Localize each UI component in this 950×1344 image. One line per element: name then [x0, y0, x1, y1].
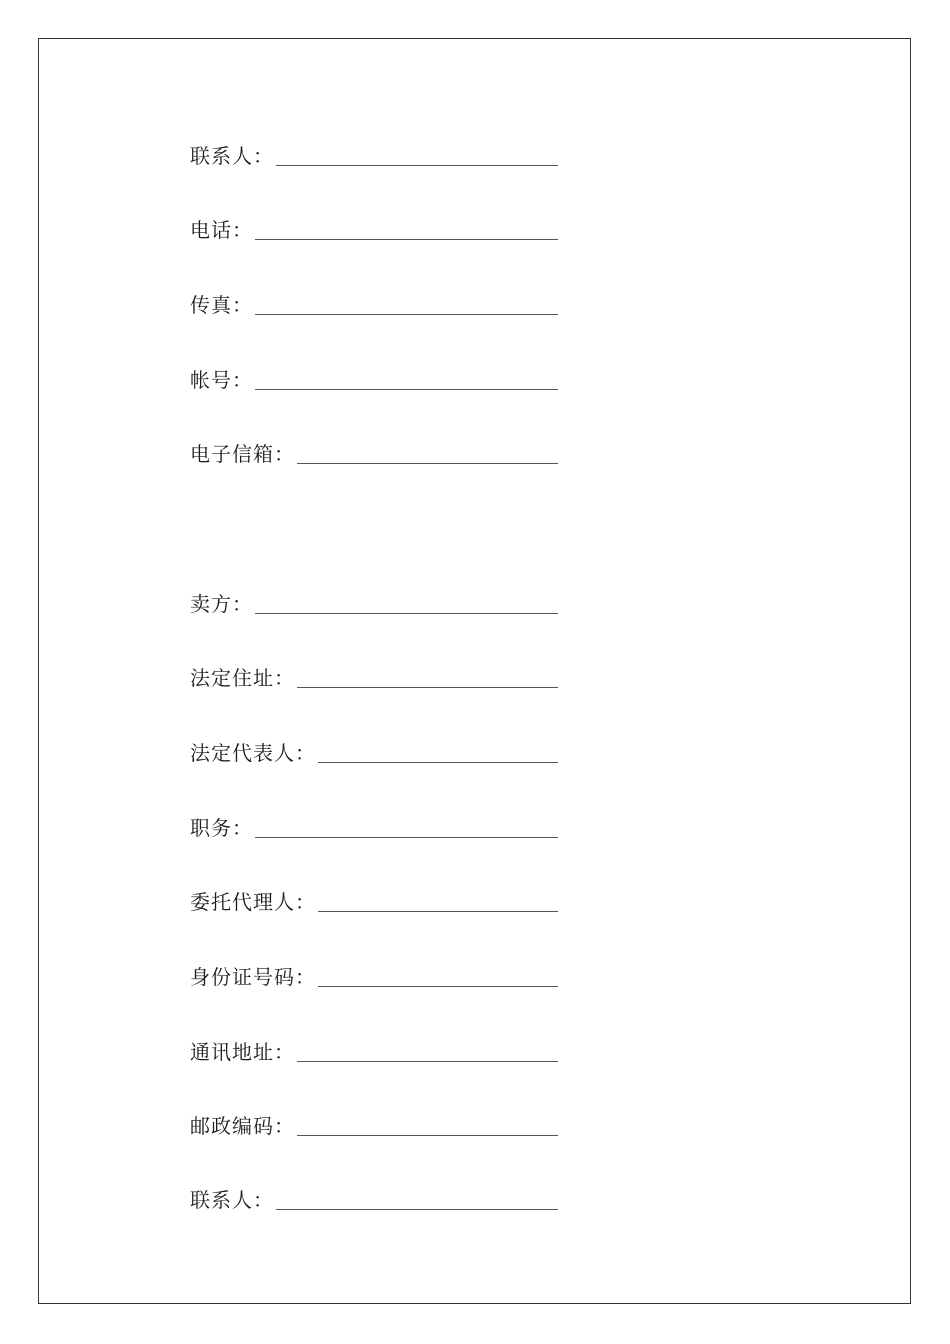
seller-legal-representative-field [190, 735, 558, 765]
blank-line[interactable] [276, 143, 558, 166]
blank-line[interactable] [276, 1187, 558, 1210]
blank-line[interactable] [255, 815, 558, 838]
field-label: 电子信箱： [190, 442, 295, 466]
blank-line[interactable] [318, 964, 558, 987]
blank-line[interactable] [297, 1113, 558, 1136]
blank-line[interactable] [255, 591, 558, 614]
buyer-fax-field [190, 287, 558, 317]
blank-line[interactable] [297, 1039, 558, 1062]
field-label: 卖方： [190, 592, 253, 616]
field-label: 身份证号码： [190, 965, 316, 989]
blank-line[interactable] [297, 665, 558, 688]
field-label: 电话： [190, 218, 253, 242]
seller-legal-address-field [190, 660, 558, 690]
seller-mailing-address-field [190, 1034, 558, 1064]
field-label: 通讯地址： [190, 1040, 295, 1064]
field-label: 法定代表人： [190, 741, 316, 765]
field-label: 联系人： [190, 1188, 274, 1212]
seller-postal-code-field [190, 1108, 558, 1138]
buyer-email-field [190, 436, 558, 466]
blank-line[interactable] [318, 740, 558, 763]
seller-id-number-field [190, 959, 558, 989]
field-label: 帐号： [190, 368, 253, 392]
seller-name-field [190, 586, 558, 616]
blank-line[interactable] [255, 292, 558, 315]
blank-line[interactable] [318, 889, 558, 912]
seller-contact-person-field [190, 1182, 558, 1212]
seller-agent-field [190, 884, 558, 914]
blank-line[interactable] [255, 367, 558, 390]
blank-line[interactable] [255, 217, 558, 240]
buyer-contact-person-field [190, 138, 558, 168]
blank-line[interactable] [297, 441, 558, 464]
buyer-phone-field [190, 212, 558, 242]
buyer-account-field [190, 362, 558, 392]
seller-position-field [190, 810, 558, 840]
field-label: 委托代理人： [190, 890, 316, 914]
field-label: 职务： [190, 816, 253, 840]
field-label: 邮政编码： [190, 1114, 295, 1138]
field-label: 传真： [190, 293, 253, 317]
field-label: 联系人： [190, 144, 274, 168]
field-label: 法定住址： [190, 666, 295, 690]
